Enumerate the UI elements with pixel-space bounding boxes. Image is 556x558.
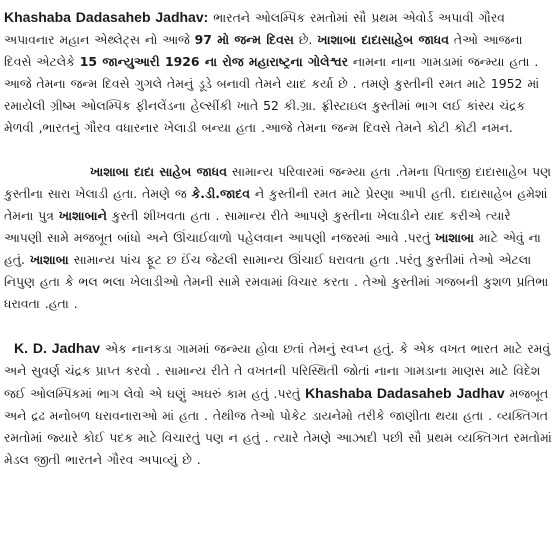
paragraph-text: સામાન્ય પાંચ ફૂટ છ ઈંચ જેટલી સામાન્ય ઊંચાઈ ધરાવતા હતા .પરંતુ કુસ્તીમાં તેઓ એટલા નિપુણ હતા કે ભલ ભલા ખેલાડીઓ તેમની સામે રમવામાં વિચાર કરતા . તેઓ કુસ્તીમાં ગજબની કુશળ પ્રતિભા ધરાવતા .હતા .: [4, 252, 549, 311]
athlete-initials-heading: K. D. Jadhav: [14, 340, 101, 356]
paragraph-text: માટે એવું ના હતું.: [4, 230, 541, 267]
paragraph-intro: [4, 6, 552, 139]
paragraph-text: છે.: [293, 32, 318, 47]
paragraph-text: નામના નાના ગામડામાં જન્મ્યા હતા . આજે તેમના જન્મ દિવસે ગુગલે તેમનું ડૂડે બનાવી તેમને યાદ કર્યા છે . તમણે કુસ્તીની રમત માટે 1952 માં રમાયેલી ગ્રીષ્મ ઓલમ્પિક ફીનલેંડના હેલ્સીંકી ખાતે 52 કી.ગ્રા. ફ્રીસ્ટાઇલ કુસ્તીમાં ભાગ લઈ કાંસ્ય ચંદ્રક મેળવી ,ભારતનું ગૌરવ વધારનાર ખેલાડી બન્યા હતા .આજે તેમના જન્મ દિવસે તેમને કોટી કોટી નમન.: [4, 54, 540, 135]
paragraph-family: [4, 161, 552, 315]
name-highlight: ખાશાબાને: [58, 208, 107, 223]
athlete-name-heading: Khashaba Dadasaheb Jadhav:: [4, 9, 209, 25]
initials-highlight: કે.ડી.જાદવ: [191, 186, 250, 201]
paragraph-text: કુસ્તી શીખવતા હતા . સામાન્ય રીતે આપણે કુસ્તીના ખેલાડીને યાદ કરીએ ત્યારે આપણી સામે મજબૂત બાંધો અને ઊંચાઈવાળો પહેલવાન આપણી નજરમાં આવે .પરતું: [4, 208, 511, 245]
paragraph-text: એક નાનકડા ગામમાં જન્મ્યા હોવા છતાં તેમનું સ્વપ્ન હતું. કે એક વખત ભારત માટે રમવું અને સુવર્ણ ચંદ્રક પ્રાપ્ત કરવો . સામાન્ય રીતે તે વખતની પરિસ્થિતી જોતાં નાના ગામડાના માણસ માટે વિદેશ જઈ ઓલમ્પિકમાં ભાગ લેવો એ ઘણું અઘરું કામ હતું .પરતું: [4, 341, 551, 401]
athlete-name-highlight: ખાશાબા દાદા સાહેબ જાધવ: [90, 164, 227, 179]
athlete-name-heading: Khashaba Dadasaheb Jadhav: [305, 385, 505, 401]
name-highlight: ખાશાબા: [29, 252, 69, 267]
paragraph-text: સામાન્ય પરિવારમાં જન્મ્યા હતા .તેમના પિતાજી દાદાસાહેબ પણ કુસ્તીના સારા ખેલાડી હતા. તેમણે જ: [4, 164, 551, 201]
athlete-name-highlight: ખાશાબા દાદાસાહેબ જાધવ: [317, 32, 449, 47]
birth-date-place-highlight: 15 જાન્યુઆરી 1926 ના રોજ મહારાષ્ટ્રના ગોલેશ્વર: [79, 54, 348, 69]
name-highlight: ખાશાબા: [435, 230, 474, 245]
paragraph-text: મજબૂત અને દ્રઢ મનોબળ ધરાવનારાઓ માં હતા . તેથીજ તેઓ પોકેટ ડાયનેમો તરીકે જાણીતા થયા હતા . વ્યક્તિગત રમતોમાં જ્યારે કોઈ પદક માટે વિચારતું પણ ન હતું . ત્યારે તેમણે આઝાદી પછી સૌ પ્રથમ વ્યક્તિગત રમતોમાં મેડલ જીતી ભારતને ગૌરવ અપાવ્યું છે .: [4, 386, 552, 467]
paragraph-text: ભારતને ઓલમ્પિક રમતોમાં સૌ પ્રથમ એવોર્ડ અપાવી ગૌરવ અપાવનાર મહાન એથ્લેટ્સ નો આજે: [4, 10, 505, 47]
paragraph-text: તેઓ આજના દિવસે એટલેકે: [4, 32, 523, 69]
birthday-highlight: 97 મો જન્મ દિવસ: [194, 32, 294, 47]
paragraph-text: ને કુસ્તીની રમત માટે પ્રેરણા આપી હતી. દાદાસાહેબ હમેશાં તેમના પુત્ર: [4, 186, 548, 223]
paragraph-legacy: [4, 337, 552, 471]
